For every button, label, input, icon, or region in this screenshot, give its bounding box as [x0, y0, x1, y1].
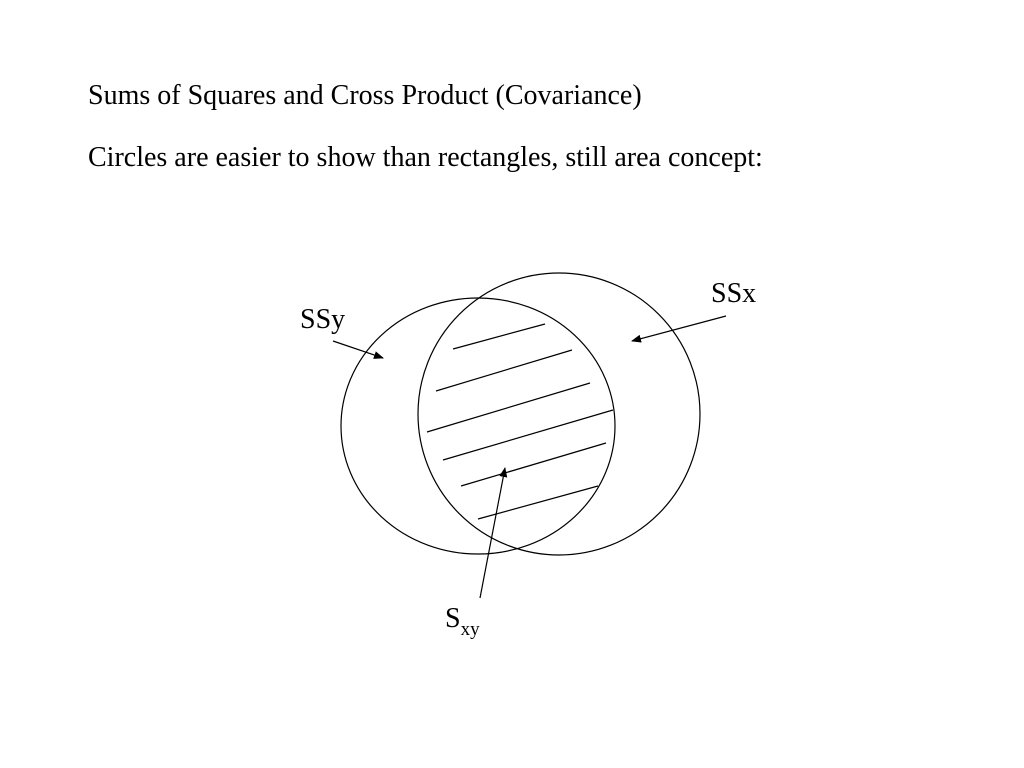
ssy-circle: [341, 298, 615, 554]
ssy-arrow: [333, 341, 383, 358]
hatch-line: [427, 383, 590, 432]
ssx-label: SSx: [711, 278, 757, 309]
hatch-line: [436, 350, 572, 391]
ssx-circle: [418, 273, 700, 555]
ssy-label: SSy: [300, 304, 346, 335]
sxy-label: [445, 603, 480, 640]
hatch-line: [461, 443, 606, 486]
hatch-line: [453, 324, 545, 349]
slide-title: Sums of Squares and Cross Product (Covariance): [88, 80, 642, 111]
sxy-label-main: S: [445, 603, 461, 634]
slide-body-text: Circles are easier to show than rectangles, still area concept:: [88, 142, 763, 173]
sxy-label-subscript: xy: [460, 619, 480, 640]
ssx-arrow: [632, 316, 726, 341]
overlap-hatching: [427, 324, 613, 519]
hatch-line: [443, 410, 613, 460]
